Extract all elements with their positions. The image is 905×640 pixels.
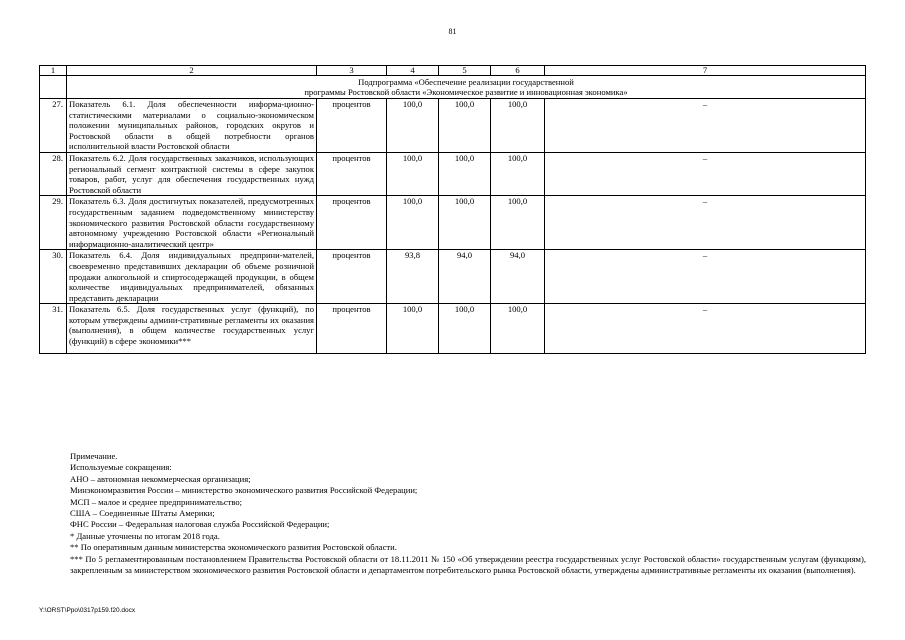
column-header: 6 bbox=[491, 66, 545, 76]
long-footnote: *** По 5 регламентированным постановлением Правительства Ростовской области от 18.11.2011 № 150 «Об утверждении реестра государственных услуг Ростовской области» государственным услугам (функциям), закрепленным за министерством экономического развития Ростовской области и департаментом потребительского рынка Ростовской области, утверждены административные регламенты их оказания (выполнения). bbox=[70, 553, 866, 576]
value-cell: 100,0 bbox=[439, 99, 491, 153]
value-cell: 100,0 bbox=[387, 304, 439, 353]
value-cell: 100,0 bbox=[491, 99, 545, 153]
indicators-table bbox=[39, 65, 866, 354]
value-cell: 94,0 bbox=[491, 250, 545, 304]
indicator-description: Показатель 6.3. Доля достигнутых показателей, предусмотренных государственным заданием подведомственному министерству экономического развития Ростовской области государственному автономному учреждению Ростовской области «Региональный информационно-аналитический центр» bbox=[67, 196, 317, 250]
note-line: Минэкономразвития России – министерство экономического развития Российской Федерации; bbox=[70, 485, 418, 496]
table-row bbox=[40, 152, 866, 195]
unit-cell: процентов bbox=[317, 304, 387, 353]
value-cell: 100,0 bbox=[387, 196, 439, 250]
column-header: 1 bbox=[40, 66, 67, 76]
value-cell: 93,8 bbox=[387, 250, 439, 304]
note-line: США – Соединенные Штаты Америки; bbox=[70, 508, 215, 519]
value-cell: 100,0 bbox=[439, 196, 491, 250]
column-header: 3 bbox=[317, 66, 387, 76]
abbreviations-title: Используемые сокращения: bbox=[70, 462, 172, 473]
table-row bbox=[40, 304, 866, 353]
column-header: 2 bbox=[67, 66, 317, 76]
note-line: АНО – автономная некоммерческая организация; bbox=[70, 473, 251, 484]
column-header: 4 bbox=[387, 66, 439, 76]
dash-cell: – bbox=[545, 152, 866, 195]
row-number: 31. bbox=[40, 304, 67, 353]
file-path-footer: Y:\ORST\Ppo\0317p159.f20.docx bbox=[39, 607, 136, 614]
subprogram-title-line2: программы Ростовской области «Экономическое развитие и инновационная экономика» bbox=[304, 87, 628, 97]
indicator-description: Показатель 6.2. Доля государственных заказчиков, использующих региональный сегмент контрактной системы в сфере закупок товаров, работ, услуг для обеспечения государственных нужд Ростовской области bbox=[67, 152, 317, 195]
value-cell: 100,0 bbox=[387, 99, 439, 153]
dash-cell: – bbox=[545, 304, 866, 353]
row-number: 27. bbox=[40, 99, 67, 153]
notes-title: Примечание. bbox=[70, 451, 118, 461]
row-number: 28. bbox=[40, 152, 67, 195]
page-number: 81 bbox=[448, 27, 457, 36]
note-line: * Данные уточнены по итогам 2018 года. bbox=[70, 530, 220, 541]
value-cell: 100,0 bbox=[491, 304, 545, 353]
indicator-description: Показатель 6.1. Доля обеспеченности информа-ционно-статистическими материалами о социально-экономическом положении муниципальных районов, городских округов и Ростовской области в общей потребности органов исполнительной власти Ростовской области bbox=[67, 99, 317, 153]
dash-cell: – bbox=[545, 250, 866, 304]
unit-cell: процентов bbox=[317, 99, 387, 153]
column-header: 5 bbox=[439, 66, 491, 76]
value-cell: 100,0 bbox=[439, 152, 491, 195]
note-line: МСП – малое и среднее предпринимательство; bbox=[70, 496, 243, 507]
table-row bbox=[40, 99, 866, 153]
value-cell: 100,0 bbox=[491, 196, 545, 250]
table-row bbox=[40, 196, 866, 250]
unit-cell: процентов bbox=[317, 152, 387, 195]
notes-section bbox=[70, 451, 866, 576]
indicator-description: Показатель 6.4. Доля индивидуальных предприни-мателей, своевременно представивших декларации об объеме розничной продажи алкогольной и спиртосодержащей продукции, в общем количестве индивидуальных предпринимателей, обязанных представить декларации bbox=[67, 250, 317, 304]
value-cell: 100,0 bbox=[491, 152, 545, 195]
subprogram-title bbox=[67, 76, 866, 99]
indicator-description: Показатель 6.5. Доля государственных услуг (функций), по которым утверждены админи-стративные регламенты их оказания (выполнения), в общем количестве государственных услуг (функций) в сфере экономики*** bbox=[67, 304, 317, 353]
row-number: 30. bbox=[40, 250, 67, 304]
dash-cell: – bbox=[545, 196, 866, 250]
column-header: 7 bbox=[545, 66, 866, 76]
note-line: ФНС России – Федеральная налоговая служба Российской Федерации; bbox=[70, 519, 330, 530]
value-cell: 94,0 bbox=[439, 250, 491, 304]
value-cell: 100,0 bbox=[387, 152, 439, 195]
table-row bbox=[40, 250, 866, 304]
row-number: 29. bbox=[40, 196, 67, 250]
unit-cell: процентов bbox=[317, 250, 387, 304]
unit-cell: процентов bbox=[317, 196, 387, 250]
table-header-row bbox=[40, 66, 866, 76]
subprogram-title-line1: Подпрограмма «Обеспечение реализации государственной bbox=[358, 77, 574, 87]
note-line: ** По оперативным данным министерства экономического развития Ростовской области. bbox=[70, 542, 397, 553]
dash-cell: – bbox=[545, 99, 866, 153]
value-cell: 100,0 bbox=[439, 304, 491, 353]
subprogram-row bbox=[40, 76, 866, 99]
